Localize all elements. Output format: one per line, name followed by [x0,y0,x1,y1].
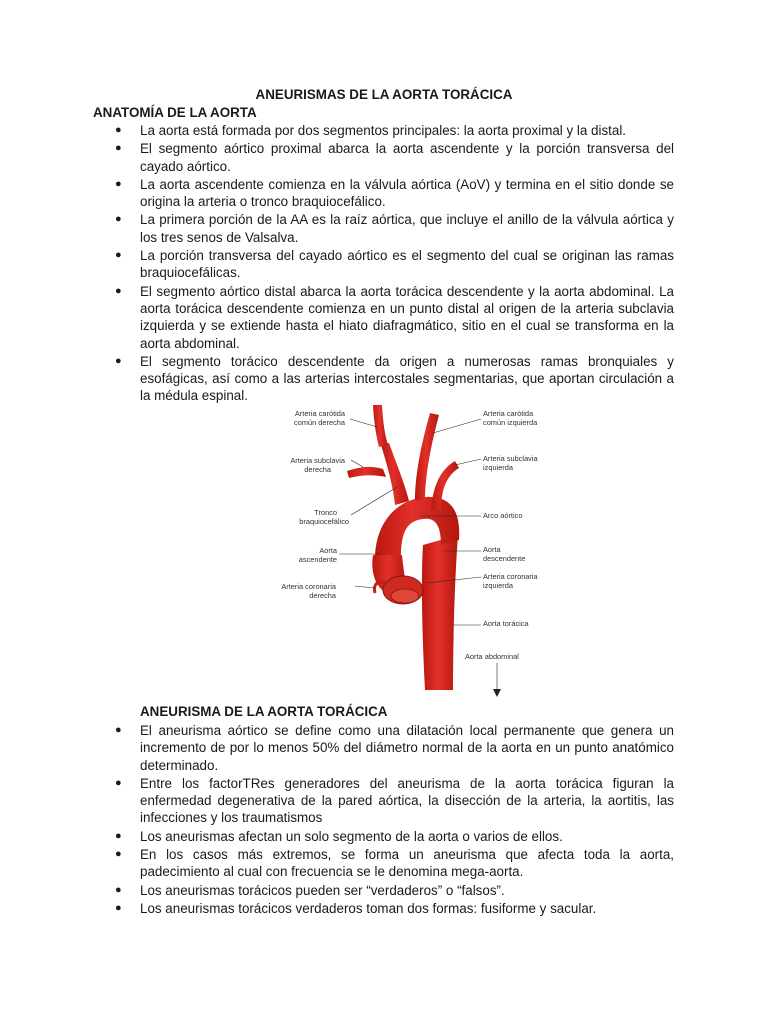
label-descending-2: descendente [483,554,526,563]
label-ascending-2: ascendente [298,555,337,564]
list-item-text: En los casos más extremos, se forma un aneurisma que afecta toda la aorta, padecimiento al cual con frecuencia se le denomina mega-aorta. [140,847,674,880]
right-subclavian-shape [347,467,386,478]
list-item-text: El segmento aórtico distal abarca la aorta torácica descendente y la aorta abdominal. La aorta torácica descendente comienza en un punto distal al origen de la arteria subclavia izquierda y se extiende hasta el hiato diafragmático, sitio en el cual se transforma en la aorta abdominal. [140,283,674,351]
list-item-text: Entre los factorTRes generadores del aneurisma de la aorta torácica figuran la enfermedad degenerativa de la pared aórtica, la disección de la arteria, la aortitis, las infecciones y los traumatismos [140,775,674,826]
list-item-text: La aorta ascendente comienza en la válvula aórtica (AoV) y termina en el sitio donde se origina la arteria o tronco braquiocefálico. [140,176,674,210]
list-item [93,828,674,845]
label-coronary-right: Arteria coronaria [281,582,336,591]
list-item [93,176,674,211]
label-subclavian-right: Arteria subclavia [290,456,345,465]
brachiocephalic-trunk-shape [381,443,409,505]
list-item [93,722,674,774]
bullet-icon: ● [115,354,122,367]
list-item [93,247,674,282]
arrow-head-icon [493,689,501,697]
label-subclavian-right-2: derecha [304,465,331,474]
section-heading-aneurisma: ANEURISMA DE LA AORTA TORÁCICA [140,704,388,719]
label-trunk: Tronco [314,508,337,517]
aorta-anatomy-figure [255,405,555,700]
label-subclavian-left-2: izquierda [483,463,513,472]
list-item-text: La aorta está formada por dos segmentos principales: la aorta proximal y la distal. [140,123,627,138]
aortic-valve-shape [391,589,419,603]
descending-aorta-shape [422,535,458,690]
bullet-icon: ● [115,776,122,789]
aneurysm-bullet-list [93,722,674,918]
list-item [93,140,674,175]
bullet-icon: ● [115,901,122,914]
label-trunk-2: braquiocefálico [299,517,349,526]
label-carotid-right-2: común derecha [294,418,345,427]
label-thoracic: Aorta torácica [483,619,529,628]
anatomy-bullet-list [93,122,674,406]
list-item-text: El segmento aórtico proximal abarca la aorta ascendente y la porción transversa del cayado aórtico. [140,141,674,174]
label-descending: Aorta [483,545,501,554]
label-coronary-left-2: izquierda [483,581,513,590]
list-item [93,353,674,405]
list-item-text: La primera porción de la AA es la raíz aórtica, que incluye el anillo de la válvula aórtica y los tres senos de Valsalva. [140,212,674,245]
list-item [93,900,674,917]
bullet-icon: ● [115,284,122,297]
bullet-icon: ● [115,213,122,226]
list-item-text: Los aneurismas torácicos pueden ser “verdaderos” o “falsos”. [140,882,505,898]
section-heading-anatomia: ANATOMÍA DE LA AORTA [93,105,257,120]
label-ascending: Aorta [319,546,337,555]
bullet-icon: ● [115,124,122,136]
list-item [93,122,674,139]
bullet-icon: ● [115,883,122,896]
label-subclavian-left: Arteria subclavia [483,454,538,463]
bullet-icon: ● [115,829,122,842]
aorta-diagram [255,405,555,700]
list-item [93,283,674,352]
label-coronary-right-2: derecha [309,591,336,600]
list-item [93,211,674,246]
list-item-text: El aneurisma aórtico se define como una dilatación local permanente que genera un incremento de por lo menos 50% del diámetro normal de la aorta en un punto anatómico determinado. [140,723,674,773]
label-abdominal: Aorta abdominal [465,652,519,661]
list-item [93,846,674,881]
label-carotid-left: Arteria carótida [483,409,534,418]
list-item-text: La porción transversa del cayado aórtico es el segmento del cual se originan las ramas braquiocefálicas. [140,248,674,281]
bullet-icon: ● [115,142,122,155]
label-carotid-left-2: común izquierda [483,418,538,427]
label-arch: Arco aórtico [483,511,523,520]
right-carotid-shape [373,405,388,447]
list-item-text: Los aneurismas afectan un solo segmento de la aorta o varios de ellos. [140,828,563,844]
bullet-icon: ● [115,177,122,190]
list-item [93,882,674,899]
list-item-text: El segmento torácico descendente da origen a numerosas ramas bronquiales y esofágicas, así como a las arterias intercostales segmentarias, que aportan circulación a la médula espinal. [140,353,674,404]
bullet-icon: ● [115,724,122,736]
bullet-icon: ● [115,848,122,861]
list-item-text: Los aneurismas torácicos verdaderos toman dos formas: fusiforme y sacular. [140,900,597,916]
label-carotid-right: Arteria carótida [294,409,345,418]
document-title: ANEURISMAS DE LA AORTA TORÁCICA [255,87,513,102]
list-item [93,775,674,827]
bullet-icon: ● [115,249,122,262]
label-coronary-left: Arteria coronaria [483,572,538,581]
